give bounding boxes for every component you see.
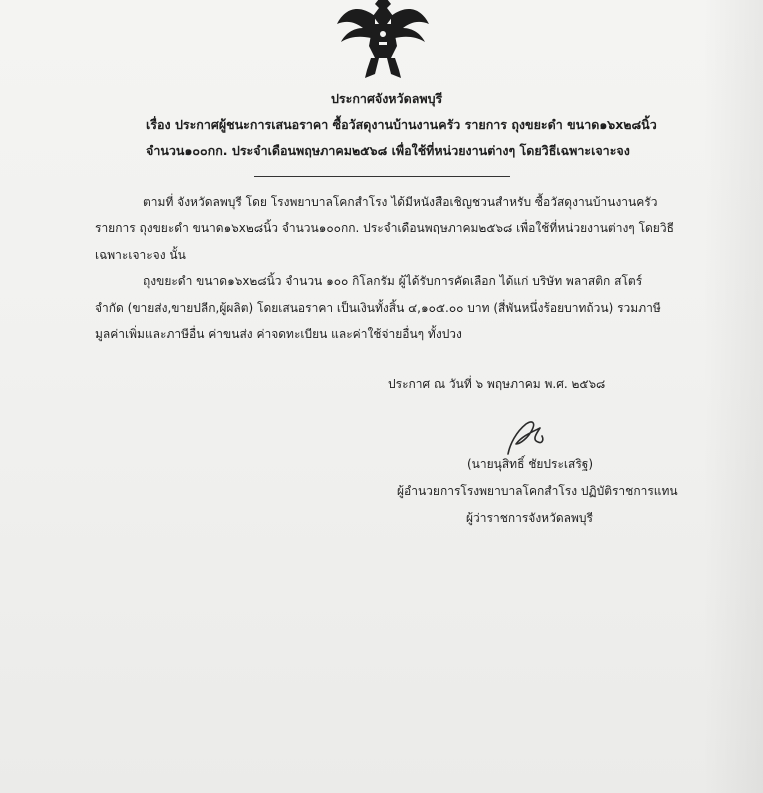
separator-line bbox=[254, 176, 510, 177]
signatory-position-1: ผู้อำนวยการโรงพยาบาลโคกสำโรง ปฏิบัติราชการแทน bbox=[397, 484, 678, 498]
paragraph-1-line-2: รายการ ถุงขยะดำ ขนาด๑๖x๒๘นิ้ว จำนวน๑๐๐กก. ประจำเดือนพฤษภาคม๒๕๖๘ เพื่อใช้ที่หน่วยงานต่างๆ โดยวิธี bbox=[95, 221, 674, 235]
subject-line-1: เรื่อง ประกาศผู้ชนะการเสนอราคา ซื้อวัสดุงานบ้านงานครัว รายการ ถุงขยะดำ ขนาด๑๖x๒๘นิ้ว bbox=[146, 117, 657, 132]
paragraph-2-line-1: ถุงขยะดำ ขนาด๑๖x๒๘นิ้ว จำนวน ๑๐๐ กิโลกรัม ผู้ได้รับการคัดเลือก ได้แก่ บริษัท พลาสติก สโตร์ bbox=[143, 274, 643, 288]
signatory-name: (นายนุสิทธิ์ ชัยประเสริฐ) bbox=[467, 457, 594, 471]
subject-line-2: จำนวน๑๐๐กก. ประจำเดือนพฤษภาคม๒๕๖๘ เพื่อใช้ที่หน่วยงานต่างๆ โดยวิธีเฉพาะเจาะจง bbox=[146, 143, 630, 158]
paragraph-1-line-3: เฉพาะเจาะจง นั้น bbox=[95, 248, 186, 262]
announcement-date: ประกาศ ณ วันที่ ๖ พฤษภาคม พ.ศ. ๒๕๖๘ bbox=[388, 377, 606, 391]
paragraph-2-line-3: มูลค่าเพิ่มและภาษีอื่น ค่าขนส่ง ค่าจดทะเบียน และค่าใช้จ่ายอื่นๆ ทั้งปวง bbox=[95, 327, 462, 341]
paragraph-2-line-2: จำกัด (ขายส่ง,ขายปลีก,ผู้ผลิต) โดยเสนอราคา เป็นเงินทั้งสิ้น ๔,๑๐๕.๐๐ บาท (สี่พันหนึ่งร้อยบาทถ้วน) รวมภาษี bbox=[95, 301, 661, 315]
signatory-position-2: ผู้ว่าราชการจังหวัดลพบุรี bbox=[466, 511, 593, 525]
garuda-emblem-icon bbox=[335, 0, 431, 78]
paragraph-1-line-1: ตามที่ จังหวัดลพบุรี โดย โรงพยาบาลโคกสำโรง ได้มีหนังสือเชิญชวนสำหรับ ซื้อวัสดุงานบ้านงานครัว bbox=[143, 195, 658, 209]
announcement-title: ประกาศจังหวัดลพบุรี bbox=[331, 91, 443, 106]
signature-icon bbox=[502, 414, 548, 458]
